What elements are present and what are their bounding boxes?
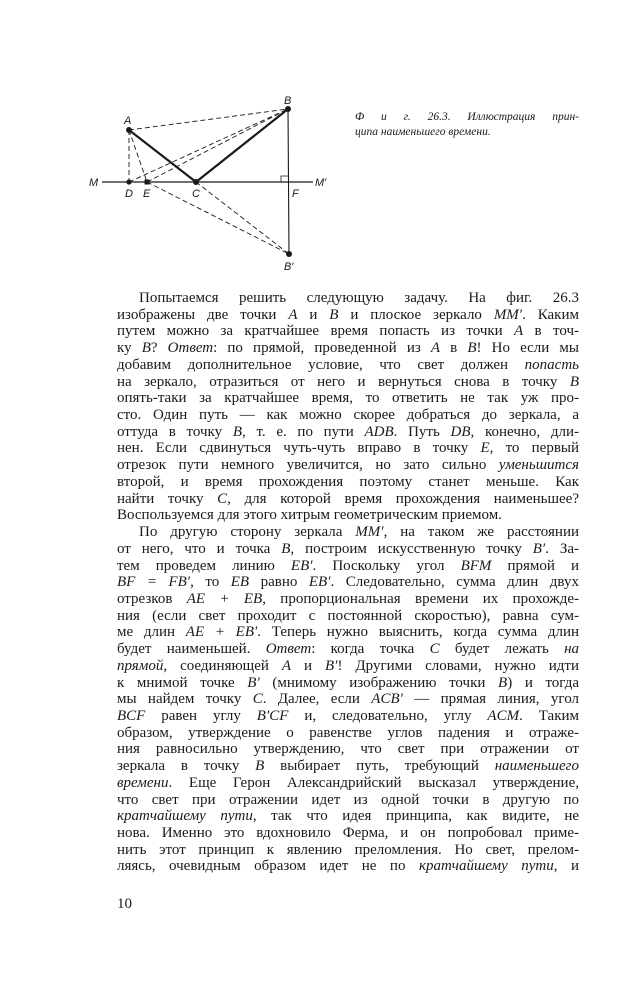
text-line (117, 357, 579, 374)
italic-text-segment: A (288, 306, 298, 323)
text-segment: будет лежать (439, 641, 565, 658)
text-segment: Воспользуемся для этого хитрым геометрическим приемом. (117, 507, 502, 524)
text-segment: прямой и (491, 557, 579, 574)
text-line (117, 641, 579, 658)
text-segment: . Таким (519, 707, 580, 724)
label-m: M (89, 177, 99, 189)
text-line (117, 825, 579, 842)
italic-text-segment: на (564, 641, 580, 658)
italic-text-segment: прямой (117, 657, 164, 674)
italic-text-segment: EB′ (308, 574, 331, 591)
text-segment: — прямая линия, угол (402, 691, 579, 708)
text-line (117, 675, 579, 692)
text-segment: равен углу (145, 707, 257, 724)
text-segment: . Путь (393, 423, 451, 440)
italic-text-segment: Ответ (265, 641, 312, 658)
text-line (117, 842, 579, 859)
italic-text-segment: E (480, 440, 490, 457)
italic-text-segment: EB′ (290, 557, 313, 574)
italic-text-segment: ADB (364, 423, 394, 440)
text-segment: будет наименьшей. (117, 641, 266, 658)
italic-text-segment: DB (450, 423, 471, 440)
normal-line-bf (288, 109, 289, 254)
text-line (117, 390, 579, 407)
italic-text-segment: B (498, 674, 508, 691)
italic-text-segment: B′CF (256, 707, 289, 724)
italic-text-segment: A (281, 657, 292, 674)
text-segment: опять-таки за кратчайшее время, то ответить не так уж про- (117, 390, 579, 407)
italic-text-segment: MM′ (493, 306, 523, 323)
text-line (117, 558, 579, 575)
page-number: 10 (117, 896, 132, 912)
point-e (145, 180, 150, 185)
text-line (117, 374, 579, 391)
text-segment: , то (190, 574, 231, 591)
text-line (117, 725, 579, 742)
text-segment: , соединяющей (163, 657, 282, 674)
text-line (117, 624, 579, 641)
text-segment: ! Другими словами, нужно идти (337, 657, 579, 674)
text-segment: мы найдем точку (117, 691, 253, 708)
text-line (117, 491, 579, 508)
caption-line (355, 110, 579, 125)
path-cb (196, 109, 288, 182)
text-line (117, 574, 579, 591)
text-segment: нить этот принцип к явлению преломления. Но свет, прелом- (117, 841, 579, 858)
text-segment: , на таком же расстоянии (383, 524, 579, 541)
italic-text-segment: кратчайшему пути (418, 858, 554, 875)
text-line (117, 808, 579, 825)
text-segment: нен. Если сдвинуться чуть-чуть вправо в точку (117, 440, 481, 457)
text-segment: выбирает путь, требующий (264, 758, 495, 775)
text-line (117, 323, 579, 340)
italic-text-segment: C (252, 691, 263, 708)
text-line (117, 290, 579, 307)
italic-text-segment: B (232, 423, 242, 440)
dashed-eb-prime (147, 182, 289, 254)
text-segment: . Следовательно, сумма длин двух (330, 574, 579, 591)
text-line (117, 608, 579, 625)
italic-text-segment: C (429, 641, 440, 658)
text-line (117, 407, 579, 424)
dashed-cb-prime (196, 182, 289, 254)
right-angle-mark (281, 176, 288, 182)
text-line (117, 591, 579, 608)
italic-text-segment: времени (117, 774, 169, 791)
label-f: F (292, 188, 299, 200)
text-segment: к мнимой точке (117, 674, 248, 691)
text-segment: нова. Именно это вдохновило Ферма, и он попробовал приме- (117, 825, 579, 841)
text-line (117, 858, 579, 875)
text-segment: По другую сторону зеркала (139, 524, 356, 541)
italic-text-segment: ACB′ (371, 691, 403, 708)
text-segment: . Каким (522, 306, 579, 323)
text-segment: тем проведем линию (117, 557, 291, 574)
point-a (126, 127, 132, 133)
text-segment: отрезок пути немного увеличится, но зато сильно (117, 457, 499, 474)
italic-text-segment: Ответ (167, 340, 214, 357)
text-line (117, 507, 579, 524)
italic-text-segment: AE + EB (186, 590, 263, 607)
text-segment: , построим искусственную точку (290, 540, 533, 557)
italic-text-segment: EB (230, 574, 250, 591)
text-line (117, 775, 579, 792)
text-segment: и, следовательно, углу (288, 707, 488, 724)
text-line (117, 474, 579, 491)
text-segment: . Далее, если (262, 691, 372, 708)
label-m-prime: M′ (315, 177, 327, 189)
text-segment: изображены две точки (117, 306, 289, 323)
text-segment: ? (150, 340, 168, 357)
italic-text-segment: B (569, 373, 579, 390)
text-segment: , так что идея принципа, как видите, не (252, 808, 580, 825)
text-segment: и (297, 306, 330, 323)
text-segment: ния (если свет проходит с постоянной скоростью), равна сум- (117, 607, 579, 624)
text-line (117, 524, 579, 541)
body-text (117, 290, 579, 875)
text-segment: ! Но если мы (476, 340, 579, 357)
label-a: A (124, 115, 132, 127)
italic-text-segment: Ф и г. 26.3. (355, 111, 468, 123)
italic-text-segment: B (281, 540, 291, 557)
text-segment: и (291, 657, 326, 674)
text-line (117, 440, 579, 457)
italic-text-segment: Иллюстрация прин- (467, 111, 579, 123)
text-line (117, 792, 579, 809)
text-line (117, 340, 579, 357)
italic-text-segment: BF = FB′ (117, 574, 191, 591)
italic-text-segment: C (217, 490, 228, 507)
italic-text-segment: A (514, 323, 524, 340)
caption-line (355, 125, 579, 140)
label-b-prime: B′ (284, 261, 294, 273)
italic-text-segment: MM′ (355, 524, 384, 541)
italic-text-segment: B′ (532, 540, 546, 557)
italic-text-segment: BCF (117, 707, 146, 724)
italic-text-segment: B′ (247, 674, 260, 691)
text-segment: , т. е. по пути (242, 423, 365, 440)
text-segment: равно (249, 574, 309, 591)
italic-text-segment: ципа наименьшего времени. (355, 126, 491, 138)
text-segment: : когда точка (311, 641, 430, 658)
text-segment: второй, и время прохождения поэтому станет меньше. Как (117, 473, 579, 490)
italic-text-segment: кратчайшему пути (117, 808, 253, 825)
text-segment: в (440, 340, 468, 357)
italic-text-segment: ACM (487, 707, 520, 724)
text-segment: ) и тогда (507, 674, 580, 691)
label-b: B (284, 95, 292, 107)
text-segment: Попытаемся решить следующую задачу. На фиг. 26.3 (139, 290, 579, 306)
text-segment: . Поскольку угол (312, 557, 461, 574)
text-segment: , и (553, 858, 579, 875)
figure-caption (355, 110, 579, 140)
text-segment: путем можно за кратчайшее время попасть из точки (117, 323, 515, 340)
italic-text-segment: B (255, 758, 265, 775)
text-segment: ляясь, очевидным образом идет не по (117, 858, 419, 875)
italic-text-segment: попасть (524, 356, 579, 373)
text-segment: . Еще Герон Александрийский высказал утверждение, (168, 774, 579, 791)
text-segment: (мнимому изображению точки (259, 674, 499, 691)
text-segment: , пропорциональная времени их прохожде- (262, 590, 579, 607)
text-line (117, 758, 579, 775)
point-c (193, 179, 199, 185)
text-segment: оттуда в точку (117, 423, 233, 440)
italic-text-segment: A (430, 340, 441, 357)
text-segment: что свет при отражении идет из одной точки в другую по (117, 791, 579, 808)
text-line (117, 741, 579, 758)
dashed-eb (147, 109, 288, 182)
italic-text-segment: AE + EB′ (185, 624, 258, 641)
italic-text-segment: B′ (325, 657, 338, 674)
text-line (117, 307, 579, 324)
text-segment: сто. Один путь — как можно скорее добраться до зеркала, а (117, 407, 579, 424)
text-segment: на зеркало, отразиться от него и вернуться снова в точку (117, 373, 570, 390)
text-line (117, 424, 579, 441)
text-segment: образом, утверждение о равенстве углов падения и отраже- (117, 724, 579, 741)
italic-text-segment: BFM (460, 557, 492, 574)
label-e: E (143, 188, 151, 200)
text-segment: добавим дополнительное условие, что свет должен (117, 356, 525, 373)
text-line (117, 691, 579, 708)
text-segment: зеркала в точку (117, 758, 256, 775)
point-d (126, 179, 131, 184)
italic-text-segment: B (329, 306, 339, 323)
text-segment: найти точку (117, 490, 218, 507)
label-c: C (192, 188, 200, 200)
text-line (117, 541, 579, 558)
text-segment: ме длин (117, 624, 186, 641)
text-segment: , конечно, дли- (470, 423, 579, 440)
text-line (117, 708, 579, 725)
text-segment: , для которой время прохождения наименьшее? (227, 490, 580, 507)
italic-text-segment: уменьшится (498, 457, 579, 474)
text-segment: ку (117, 340, 142, 357)
text-segment: , то первый (489, 440, 580, 457)
italic-text-segment: B (141, 340, 151, 357)
text-segment: ния равносильно утверждению, что свет при отражении от (117, 741, 579, 758)
text-segment: и плоское зеркало (338, 306, 494, 323)
text-segment: отрезков (117, 590, 187, 607)
italic-text-segment: B (467, 340, 477, 357)
text-line (117, 658, 579, 675)
italic-text-segment: наименьшего (494, 758, 579, 775)
point-b-prime (286, 251, 292, 257)
text-segment: . За- (545, 540, 580, 557)
text-segment: : по прямой, проведенной из (213, 340, 431, 357)
text-line (117, 457, 579, 474)
label-d: D (125, 188, 133, 200)
text-segment: . Теперь нужно выяснить, когда сумма длин (257, 624, 580, 641)
text-segment: от него, что и точка (117, 540, 282, 557)
text-segment: в точ- (523, 323, 579, 340)
